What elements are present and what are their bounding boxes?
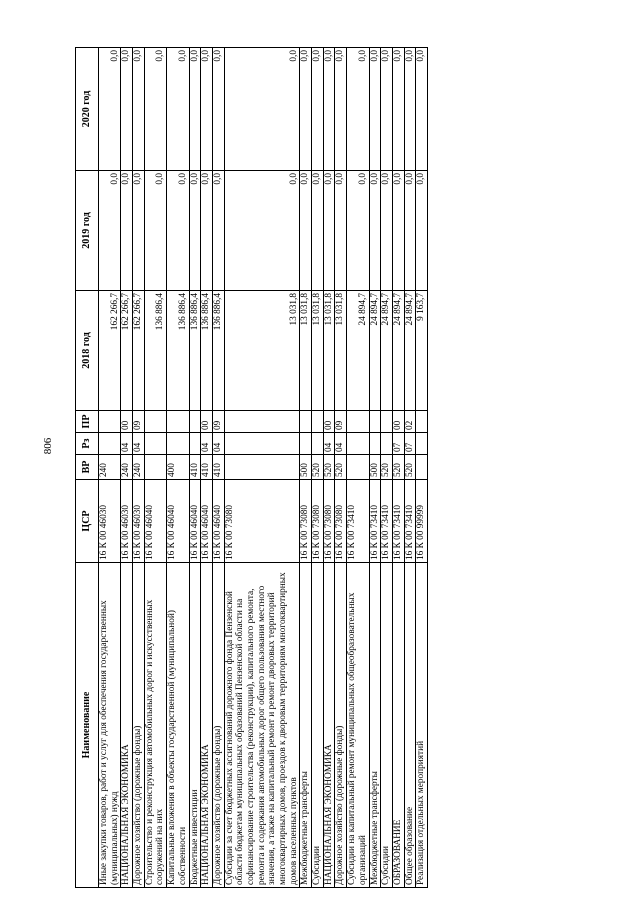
table-row bbox=[212, 48, 224, 888]
row-2019-cell: 0,0 bbox=[144, 171, 166, 291]
row-2020-cell: 0,0 bbox=[381, 48, 393, 171]
row-csr-cell: 16 К 00 73080 bbox=[224, 480, 300, 563]
row-vr-cell: 520 bbox=[381, 455, 393, 480]
header-2019: 2019 год bbox=[76, 171, 99, 291]
row-vr-cell: 520 bbox=[323, 455, 335, 480]
header-vr: ВР bbox=[76, 455, 99, 480]
row-2018-cell: 162 266,7 bbox=[121, 291, 133, 411]
table-row bbox=[347, 48, 369, 888]
row-2020-cell: 0,0 bbox=[189, 48, 201, 171]
row-vr-cell: 410 bbox=[212, 455, 224, 480]
row-2018-cell: 13 031,8 bbox=[323, 291, 335, 411]
row-rz-cell bbox=[300, 433, 312, 455]
row-csr-cell: 16 К 00 73410 bbox=[369, 480, 381, 563]
row-rz-cell: 04 bbox=[133, 433, 145, 455]
row-2019-cell: 0,0 bbox=[121, 171, 133, 291]
row-pr-cell bbox=[189, 411, 201, 433]
row-rz-cell bbox=[189, 433, 201, 455]
row-vr-cell: 500 bbox=[300, 455, 312, 480]
row-vr-cell bbox=[144, 455, 166, 480]
row-pr-cell: 00 bbox=[121, 411, 133, 433]
row-pr-cell bbox=[300, 411, 312, 433]
row-2020-cell: 0,0 bbox=[133, 48, 145, 171]
row-pr-cell bbox=[381, 411, 393, 433]
row-2019-cell: 0,0 bbox=[347, 171, 369, 291]
row-name-cell: Бюджетные инвестиции bbox=[189, 563, 201, 888]
row-name-cell: НАЦИОНАЛЬНАЯ ЭКОНОМИКА bbox=[323, 563, 335, 888]
table-row bbox=[369, 48, 381, 888]
row-2018-cell: 136 886,4 bbox=[201, 291, 213, 411]
row-2018-cell: 13 031,8 bbox=[312, 291, 324, 411]
row-2019-cell: 0,0 bbox=[99, 171, 121, 291]
row-2019-cell: 0,0 bbox=[189, 171, 201, 291]
row-csr-cell: 16 К 00 46040 bbox=[212, 480, 224, 563]
row-rz-cell bbox=[416, 433, 428, 455]
row-2018-cell: 13 031,8 bbox=[224, 291, 300, 411]
row-2020-cell: 0,0 bbox=[404, 48, 416, 171]
row-name-cell: Дорожное хозяйство (дорожные фонды) bbox=[335, 563, 347, 888]
row-pr-cell: 02 bbox=[404, 411, 416, 433]
row-name-cell: Субсидии bbox=[312, 563, 324, 888]
row-rz-cell: 07 bbox=[392, 433, 404, 455]
header-2018: 2018 год bbox=[76, 291, 99, 411]
row-rz-cell: 04 bbox=[201, 433, 213, 455]
row-2018-cell: 13 031,8 bbox=[300, 291, 312, 411]
budget-table bbox=[75, 47, 428, 888]
row-rz-cell: 04 bbox=[212, 433, 224, 455]
row-vr-cell: 410 bbox=[201, 455, 213, 480]
table-header-row bbox=[76, 48, 99, 888]
row-2019-cell: 0,0 bbox=[212, 171, 224, 291]
row-2019-cell: 0,0 bbox=[312, 171, 324, 291]
table-row bbox=[99, 48, 121, 888]
row-pr-cell: 09 bbox=[335, 411, 347, 433]
row-2018-cell: 24 894,7 bbox=[392, 291, 404, 411]
row-2019-cell: 0,0 bbox=[201, 171, 213, 291]
row-csr-cell: 16 К 00 73410 bbox=[347, 480, 369, 563]
row-2020-cell: 0,0 bbox=[212, 48, 224, 171]
row-csr-cell: 16 К 00 46040 bbox=[189, 480, 201, 563]
row-pr-cell: 09 bbox=[212, 411, 224, 433]
row-vr-cell: 400 bbox=[167, 455, 189, 480]
row-pr-cell bbox=[144, 411, 166, 433]
table-row bbox=[133, 48, 145, 888]
row-2020-cell: 0,0 bbox=[121, 48, 133, 171]
row-2019-cell: 0,0 bbox=[323, 171, 335, 291]
row-pr-cell bbox=[369, 411, 381, 433]
row-csr-cell: 16 К 00 73080 bbox=[335, 480, 347, 563]
row-csr-cell: 16 К 00 46030 bbox=[121, 480, 133, 563]
row-2019-cell: 0,0 bbox=[392, 171, 404, 291]
row-csr-cell: 16 К 00 46040 bbox=[167, 480, 189, 563]
table-row bbox=[189, 48, 201, 888]
row-name-cell: Межбюджетные трансферты bbox=[369, 563, 381, 888]
row-name-cell: НАЦИОНАЛЬНАЯ ЭКОНОМИКА bbox=[121, 563, 133, 888]
page-number: 806 bbox=[42, 437, 54, 455]
row-name-cell: НАЦИОНАЛЬНАЯ ЭКОНОМИКА bbox=[201, 563, 213, 888]
row-2019-cell: 0,0 bbox=[133, 171, 145, 291]
table-row bbox=[416, 48, 428, 888]
row-2018-cell: 136 886,4 bbox=[167, 291, 189, 411]
table-row bbox=[323, 48, 335, 888]
row-vr-cell: 520 bbox=[392, 455, 404, 480]
row-rz-cell bbox=[369, 433, 381, 455]
table-row bbox=[121, 48, 133, 888]
row-2018-cell: 13 031,8 bbox=[335, 291, 347, 411]
row-csr-cell: 16 К 00 99999 bbox=[416, 480, 428, 563]
row-vr-cell: 520 bbox=[335, 455, 347, 480]
row-2018-cell: 24 894,7 bbox=[347, 291, 369, 411]
row-pr-cell bbox=[99, 411, 121, 433]
row-csr-cell: 16 К 00 73080 bbox=[312, 480, 324, 563]
row-rz-cell bbox=[381, 433, 393, 455]
row-csr-cell: 16 К 00 46040 bbox=[201, 480, 213, 563]
row-name-cell: Дорожное хозяйство (дорожные фонды) bbox=[133, 563, 145, 888]
row-2020-cell: 0,0 bbox=[144, 48, 166, 171]
row-2020-cell: 0,0 bbox=[392, 48, 404, 171]
row-pr-cell bbox=[167, 411, 189, 433]
row-2018-cell: 24 894,7 bbox=[381, 291, 393, 411]
row-2018-cell: 24 894,7 bbox=[369, 291, 381, 411]
row-name-cell: ОБРАЗОВАНИЕ bbox=[392, 563, 404, 888]
row-2019-cell: 0,0 bbox=[381, 171, 393, 291]
row-vr-cell bbox=[347, 455, 369, 480]
table-row bbox=[381, 48, 393, 888]
header-2020: 2020 год bbox=[76, 48, 99, 171]
row-vr-cell: 240 bbox=[121, 455, 133, 480]
row-2019-cell: 0,0 bbox=[300, 171, 312, 291]
row-rz-cell: 04 bbox=[121, 433, 133, 455]
row-vr-cell bbox=[416, 455, 428, 480]
row-csr-cell: 16 К 00 73080 bbox=[323, 480, 335, 563]
row-csr-cell: 16 К 00 46040 bbox=[144, 480, 166, 563]
row-2020-cell: 0,0 bbox=[99, 48, 121, 171]
row-pr-cell: 00 bbox=[323, 411, 335, 433]
row-vr-cell: 410 bbox=[189, 455, 201, 480]
row-vr-cell bbox=[224, 455, 300, 480]
row-name-cell: Иные закупки товаров, работ и услуг для обеспечения государственных (муниципальных) нужд bbox=[99, 563, 121, 888]
header-name: Наименование bbox=[76, 563, 99, 888]
header-pr: ПР bbox=[76, 411, 99, 433]
table-body bbox=[99, 48, 428, 888]
row-2018-cell: 9 163,7 bbox=[416, 291, 428, 411]
row-name-cell: Строительство и реконструкция автомобильных дорог и искусственных сооружений на них bbox=[144, 563, 166, 888]
row-name-cell: Субсидии за счет бюджетных ассигнований дорожного фонда Пензенской области бюджетам муниципальных образований Пензенской области на софинансирование строительства (реконструкции), капитального ремонта, ремонта и содержания автомобильных дорог общего пользования местного значения, а также на капитальный ремонт и ремонт дворовых территорий многоквартирных домов, проездов к дворовым территориям многоквартирных домов населенных пунктов bbox=[224, 563, 300, 888]
row-2020-cell: 0,0 bbox=[300, 48, 312, 171]
row-vr-cell: 240 bbox=[133, 455, 145, 480]
header-csr: ЦСР bbox=[76, 480, 99, 563]
row-rz-cell bbox=[99, 433, 121, 455]
row-csr-cell: 16 К 00 73410 bbox=[381, 480, 393, 563]
row-rz-cell bbox=[224, 433, 300, 455]
row-2018-cell: 24 894,7 bbox=[404, 291, 416, 411]
table-row bbox=[144, 48, 166, 888]
row-2018-cell: 136 886,4 bbox=[212, 291, 224, 411]
row-csr-cell: 16 К 00 73080 bbox=[300, 480, 312, 563]
row-2018-cell: 136 886,4 bbox=[189, 291, 201, 411]
row-2020-cell: 0,0 bbox=[347, 48, 369, 171]
row-2019-cell: 0,0 bbox=[335, 171, 347, 291]
row-name-cell: Субсидии на капитальный ремонт муниципальных общеобразовательных организаций bbox=[347, 563, 369, 888]
row-pr-cell bbox=[347, 411, 369, 433]
row-2019-cell: 0,0 bbox=[404, 171, 416, 291]
row-csr-cell: 16 К 00 73410 bbox=[392, 480, 404, 563]
row-csr-cell: 16 К 00 46030 bbox=[133, 480, 145, 563]
row-vr-cell: 500 bbox=[369, 455, 381, 480]
table-row bbox=[335, 48, 347, 888]
row-2019-cell: 0,0 bbox=[416, 171, 428, 291]
row-2018-cell: 136 886,4 bbox=[144, 291, 166, 411]
row-vr-cell: 520 bbox=[312, 455, 324, 480]
table-row bbox=[201, 48, 213, 888]
table-row bbox=[312, 48, 324, 888]
row-2019-cell: 0,0 bbox=[369, 171, 381, 291]
row-rz-cell bbox=[312, 433, 324, 455]
row-csr-cell: 16 К 00 46030 bbox=[99, 480, 121, 563]
row-pr-cell bbox=[224, 411, 300, 433]
row-rz-cell: 04 bbox=[323, 433, 335, 455]
row-2020-cell: 0,0 bbox=[323, 48, 335, 171]
row-pr-cell: 00 bbox=[392, 411, 404, 433]
row-pr-cell: 00 bbox=[201, 411, 213, 433]
row-rz-cell: 07 bbox=[404, 433, 416, 455]
table-row bbox=[300, 48, 312, 888]
row-rz-cell bbox=[167, 433, 189, 455]
row-name-cell: Субсидии bbox=[381, 563, 393, 888]
row-pr-cell bbox=[312, 411, 324, 433]
row-2019-cell: 0,0 bbox=[224, 171, 300, 291]
row-2019-cell: 0,0 bbox=[167, 171, 189, 291]
table-row bbox=[224, 48, 300, 888]
row-2020-cell: 0,0 bbox=[167, 48, 189, 171]
row-name-cell: Межбюджетные трансферты bbox=[300, 563, 312, 888]
row-pr-cell: 09 bbox=[133, 411, 145, 433]
row-csr-cell: 16 К 00 73410 bbox=[404, 480, 416, 563]
table-row bbox=[404, 48, 416, 888]
row-name-cell: Капитальные вложения в объекты государственной (муниципальной) собственности bbox=[167, 563, 189, 888]
row-2020-cell: 0,0 bbox=[312, 48, 324, 171]
row-rz-cell: 04 bbox=[335, 433, 347, 455]
table-row bbox=[392, 48, 404, 888]
row-2020-cell: 0,0 bbox=[335, 48, 347, 171]
row-pr-cell bbox=[416, 411, 428, 433]
row-2020-cell: 0,0 bbox=[416, 48, 428, 171]
row-2020-cell: 0,0 bbox=[201, 48, 213, 171]
row-rz-cell bbox=[144, 433, 166, 455]
row-2018-cell: 162 266,7 bbox=[99, 291, 121, 411]
budget-table-container bbox=[75, 48, 563, 888]
header-rz: Рз bbox=[76, 433, 99, 455]
table-row bbox=[167, 48, 189, 888]
row-2020-cell: 0,0 bbox=[224, 48, 300, 171]
row-vr-cell: 240 bbox=[99, 455, 121, 480]
row-2020-cell: 0,0 bbox=[369, 48, 381, 171]
row-name-cell: Реализация отдельных мероприятий bbox=[416, 563, 428, 888]
row-rz-cell bbox=[347, 433, 369, 455]
row-2018-cell: 162 266,7 bbox=[133, 291, 145, 411]
row-name-cell: Дорожное хозяйство (дорожные фонды) bbox=[212, 563, 224, 888]
row-vr-cell: 520 bbox=[404, 455, 416, 480]
row-name-cell: Общее образование bbox=[404, 563, 416, 888]
